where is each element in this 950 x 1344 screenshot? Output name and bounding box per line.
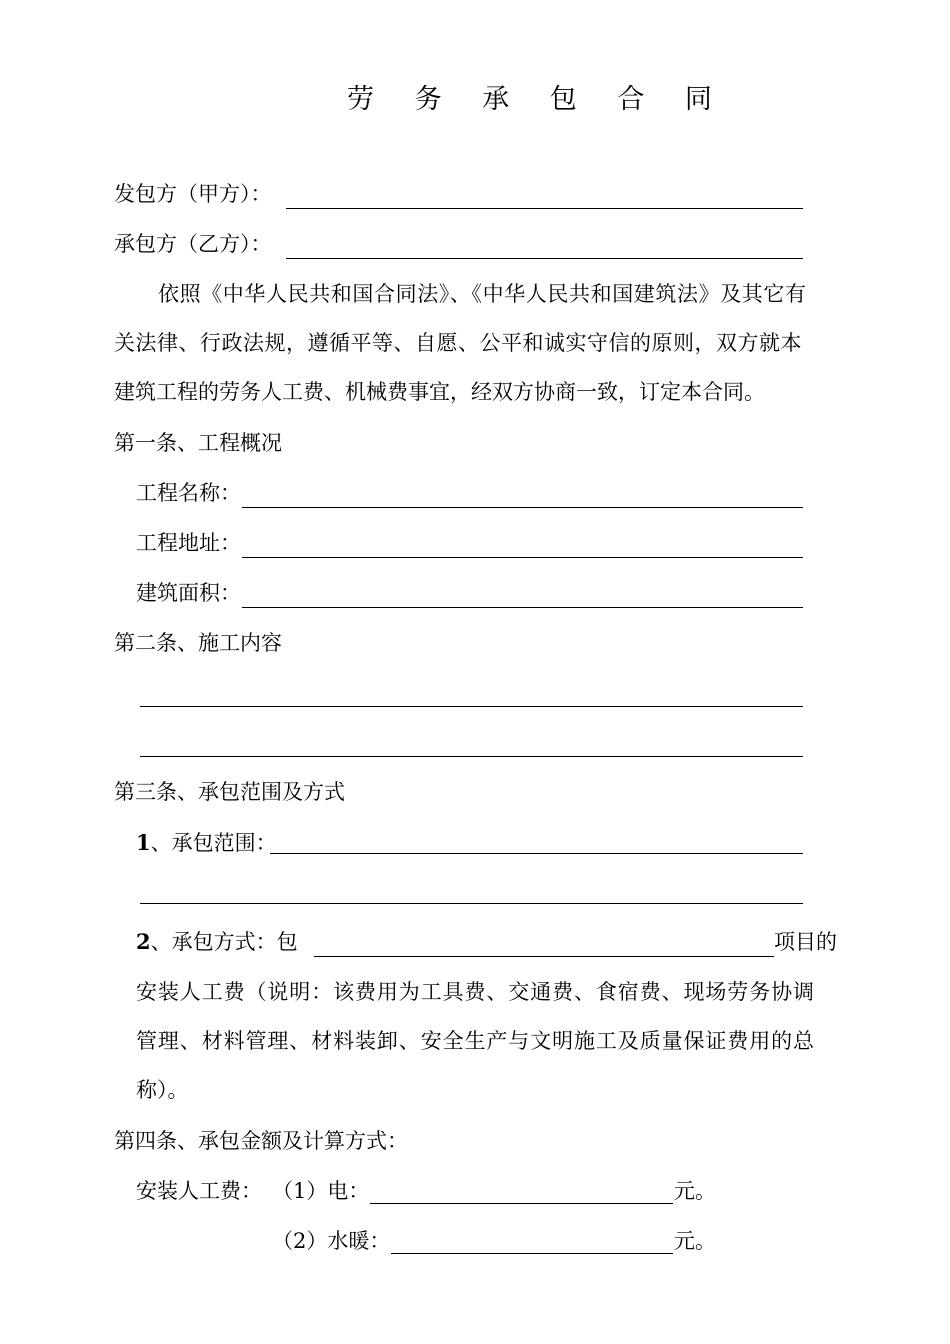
party-a-label: 发包方（甲方）： (114, 182, 272, 206)
building-area-blank[interactable] (242, 607, 803, 608)
party-a-blank[interactable] (286, 208, 803, 209)
scope-blank-2[interactable] (140, 903, 803, 904)
project-name-blank[interactable] (242, 507, 803, 508)
labor-fee-label: 安装人工费： (136, 1179, 262, 1203)
preamble-line-1: 依照《中华人民共和国合同法》、《中华人民共和国建筑法》及其它有 (158, 282, 807, 306)
method-label (136, 928, 298, 956)
party-b-label: 承包方（乙方）： (114, 232, 272, 256)
item2-label: （2）水暖： (272, 1229, 391, 1253)
method-desc-line-3: 称）。 (136, 1078, 189, 1102)
article2-heading: 第二条、施工内容 (114, 631, 282, 655)
project-name-label: 工程名称： (136, 481, 241, 505)
electricity-amount-blank[interactable] (370, 1203, 673, 1204)
item1-unit: 元。 (674, 1179, 716, 1203)
item1-label: （1）电： (272, 1179, 370, 1203)
scope-number: 1 (136, 830, 151, 855)
article1-heading: 第一条、工程概况 (114, 431, 282, 455)
preamble-line-2: 关法律、行政法规，遵循平等、自愿、公平和诚实守信的原则，双方就本 (114, 331, 802, 355)
article3-heading: 第三条、承包范围及方式 (114, 780, 345, 804)
preamble-line-3: 建筑工程的劳务人工费、机械费事宜，经双方协商一致，订定本合同。 (114, 380, 765, 404)
scope-label (136, 829, 277, 857)
construction-content-blank-1[interactable] (140, 706, 803, 707)
project-address-label: 工程地址： (136, 531, 241, 555)
party-b-blank[interactable] (286, 258, 803, 259)
construction-content-blank-2[interactable] (140, 756, 803, 757)
method-number: 2 (136, 929, 151, 954)
method-label-text: 、承包方式：包 (150, 930, 298, 954)
scope-blank-1[interactable] (270, 853, 803, 854)
method-suffix: 项目的 (774, 930, 837, 954)
method-desc-line-2: 管理、材料管理、材料装卸、安全生产与文明施工及质量保证费用的总 (136, 1029, 815, 1053)
document-title: 劳 务 承 包 合 同 (347, 84, 728, 115)
method-project-blank[interactable] (314, 956, 774, 957)
article4-heading: 第四条、承包金额及计算方式： (114, 1129, 408, 1153)
plumbing-heating-amount-blank[interactable] (391, 1253, 673, 1254)
building-area-label: 建筑面积： (136, 581, 241, 605)
method-desc-line-1: 安装人工费（说明：该费用为工具费、交通费、食宿费、现场劳务协调 (136, 980, 815, 1004)
item2-unit: 元。 (674, 1229, 716, 1253)
project-address-blank[interactable] (242, 557, 803, 558)
scope-label-text: 、承包范围： (150, 831, 277, 855)
